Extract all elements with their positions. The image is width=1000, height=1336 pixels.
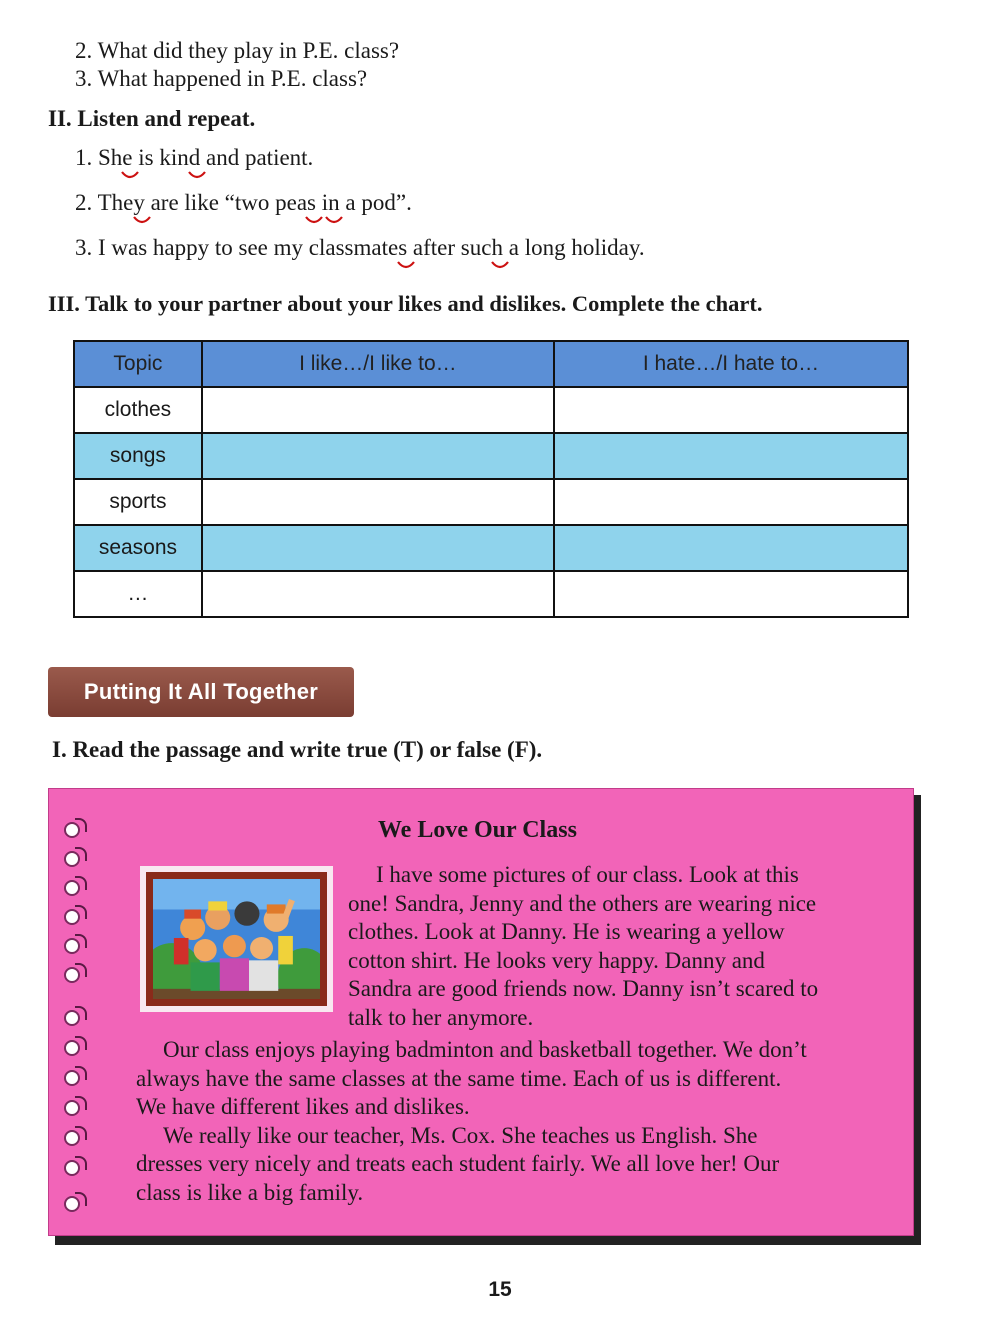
chart-header-row	[74, 341, 908, 387]
topic-cell: seasons	[74, 525, 202, 571]
ring-icon	[64, 1040, 80, 1056]
ring-icon	[64, 1130, 80, 1146]
passage-title: We Love Our Class	[378, 817, 577, 843]
passage-line: one! Sandra, Jenny and the others are wearing nice	[348, 890, 817, 916]
passage-line: Sandra are good friends now. Danny isn’t scared to	[348, 976, 819, 1001]
like-answer-cell[interactable]	[202, 525, 554, 571]
like-answer-cell[interactable]	[202, 479, 554, 525]
question-2: 2. What did they play in P.E. class?	[75, 38, 400, 63]
passage-line: We really like our teacher, Ms. Cox. She teaches us English. She	[163, 1122, 758, 1148]
class-photo-image	[140, 866, 333, 1012]
table-row	[74, 525, 908, 571]
passage-line: Our class enjoys playing badminton and basketball together. We don’t	[163, 1037, 807, 1062]
passage-line: talk to her anymore.	[348, 1004, 534, 1030]
question-3: 3. What happened in P.E. class?	[75, 66, 368, 91]
like-answer-cell[interactable]	[202, 387, 554, 433]
ring-icon	[64, 880, 80, 896]
like-answer-cell[interactable]	[202, 571, 554, 617]
ring-icon	[64, 1070, 80, 1086]
class-photo-illustration	[153, 879, 320, 999]
hate-answer-cell[interactable]	[554, 479, 908, 525]
table-row	[74, 479, 908, 525]
ring-icon	[64, 822, 80, 838]
hate-answer-cell[interactable]	[554, 387, 908, 433]
ring-icon	[64, 909, 80, 925]
liaison-mark	[397, 261, 415, 271]
passage-line: We have different likes and dislikes.	[136, 1094, 470, 1119]
topic-cell: songs	[74, 433, 202, 479]
hate-answer-cell[interactable]	[554, 571, 908, 617]
liaison-mark	[305, 216, 323, 226]
repeat-sentence-1: 1. She is kind and patient.	[75, 145, 313, 171]
section-2-heading: II. Listen and repeat.	[48, 106, 256, 131]
ring-icon	[64, 967, 80, 983]
passage-line: clothes. Look at Danny. He is wearing a yellow	[348, 919, 785, 944]
topic-cell: sports	[74, 479, 202, 525]
table-row	[74, 387, 908, 433]
ring-icon	[64, 1196, 80, 1212]
ring-icon	[64, 938, 80, 954]
ring-icon	[64, 1100, 80, 1116]
liaison-mark	[121, 171, 139, 181]
likes-dislikes-chart	[73, 340, 909, 618]
ring-icon	[64, 1160, 80, 1176]
liaison-mark	[325, 216, 343, 226]
page-number: 15	[488, 1278, 512, 1301]
hate-answer-cell[interactable]	[554, 433, 908, 479]
repeat-sentence-3: 3. I was happy to see my classmates after such a long holiday.	[75, 235, 645, 261]
liaison-mark	[133, 216, 151, 226]
like-answer-cell[interactable]	[202, 433, 554, 479]
ring-icon	[64, 851, 80, 867]
repeat-sentence-2: 2. They are like “two peas in a pod”.	[75, 190, 412, 216]
passage-line: I have some pictures of our class. Look at this	[376, 862, 799, 887]
section-3-heading: III. Talk to your partner about your likes and dislikes. Complete the chart.	[48, 291, 763, 316]
topic-cell: clothes	[74, 387, 202, 433]
passage-line: always have the same classes at the same time. Each of us is different.	[136, 1065, 782, 1091]
liaison-mark	[188, 171, 206, 181]
passage-line: cotton shirt. He looks very happy. Danny and	[348, 947, 765, 973]
hate-answer-cell[interactable]	[554, 525, 908, 571]
passage-line: class is like a big family.	[136, 1179, 364, 1205]
reading-heading: I. Read the passage and write true (T) or false (F).	[52, 737, 543, 762]
header-topic: Topic	[74, 341, 202, 387]
table-row	[74, 571, 908, 617]
ring-icon	[64, 1010, 80, 1026]
section-tag: Putting It All Together	[48, 667, 354, 717]
header-like: I like…/I like to…	[202, 341, 554, 387]
topic-cell: …	[74, 571, 202, 617]
liaison-mark	[491, 261, 509, 271]
table-row	[74, 433, 908, 479]
passage-line: dresses very nicely and treats each student fairly. We all love her! Our	[136, 1151, 780, 1176]
header-hate: I hate…/I hate to…	[554, 341, 908, 387]
